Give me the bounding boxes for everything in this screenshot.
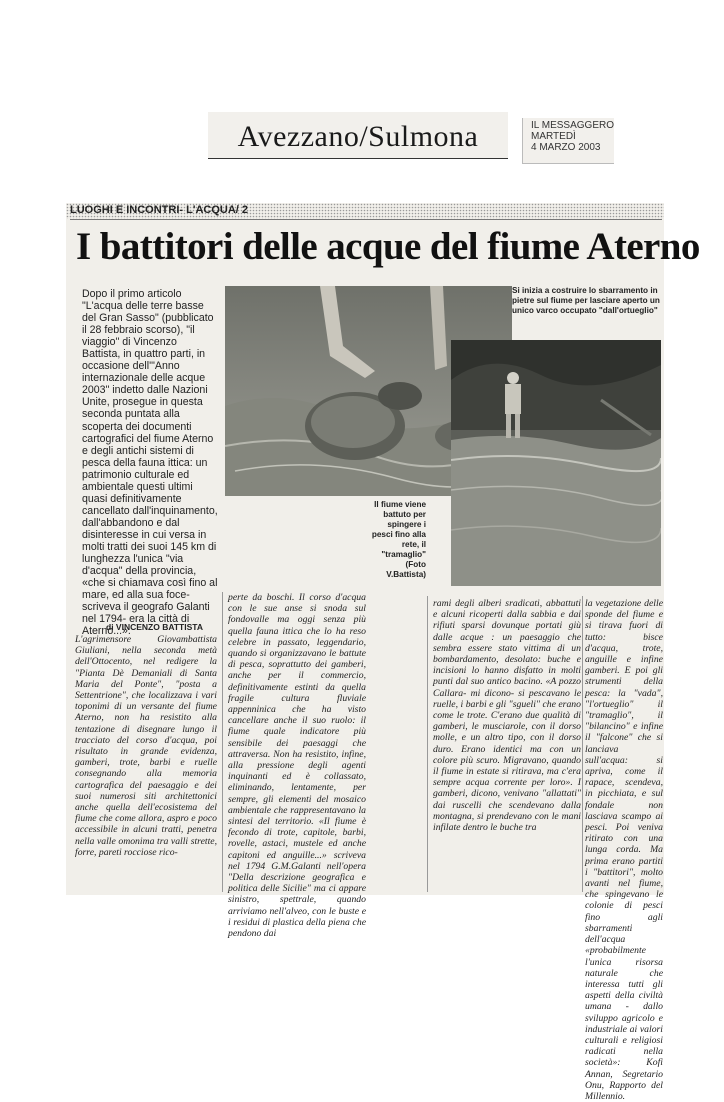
kicker: LUOGHI E INCONTRI- L'ACQUA/ 2 xyxy=(70,204,249,216)
body-column-2: perte da boschi. Il corso d'acqua con le sue anse si snoda sul fondovalle ma oggi senza più quella fauna ittica che lo ha reso celebre in passato, leggendario, quando si organizzavano le battute di pesca, soprattutto dei gamberi, anche per il commercio, definitivamente estinti da quella fragile cultura fluviale appenninica che ha visto cancellare anche il suo ruolo: il fiume quale indicatore più sensibile dei paesaggi che attraversa. Non ha resistito, infine, alla pressione degli agenti inquinanti ed è collassato, eliminando, lentamente, per sempre, gli elementi del mosaico ambientale che rappresentavano la sintesi del territorio. «Il fiume è fecondo di trote, capitole, barbi, rovelle, astaci, mustele ed anche capitoni ed anguille...» scriveva nel 1794 G.M.Galanti nell'opera "Della descrizione geografica e politica delle Sicilie" ma ci appare sinistro, spettrale, quando arriviamo nell'alveo, con le buste e i residui di plastica della piena che pendono dai xyxy=(228,592,366,940)
photo-caption-bottom: Il fiume viene battuto per spingere i pesci fino alla rete, il "tramaglio" (Foto V.Battista) xyxy=(371,500,426,579)
column-rule xyxy=(427,596,428,892)
weekday: MARTEDÌ xyxy=(531,131,576,142)
section-masthead xyxy=(208,112,508,159)
headline: I battitori delle acque del fiume Aterno xyxy=(76,225,700,268)
body-column-3: rami degli alberi sradicati, abbattuti e alcuni ricoperti dalla sabbia e dai rifiuti sparsi dovunque portati giù dalle acque : un paesaggio che sembra essere stato vittima di un bombardamento, desolato: buche e incisioni lo hanno disfatto in molti punti dal suo antico bacino. «A pozzo Callara- mi dicono- si pescavano le ruelle, i barbi e gli "sgueli" che erano come le trote. C'erano due qualità di gamberi, le musciarole, con il dorso molle, e un altro tipo, con il dorso duro. Erano identici ma con un colore più scuro. Migravano, quando il fiume in estate si ritirava, ma c'era sempre acqua corrente per loro». I gamberi, dicono, venivano "allattati" dai ruscelli che scendevano dalla montagna, si prendevano con le mani infilate dentro le buche tra xyxy=(433,598,581,834)
date: 4 MARZO 2003 xyxy=(531,142,601,153)
newspaper-name: IL MESSAGGERO xyxy=(531,120,614,131)
kicker-rule xyxy=(70,219,662,220)
body-column-4: la vegetazione delle sponde del fiume e si tirava fuori di tutto: bisce d'acqua, trote, anguille e infine gamberi. E poi gli strumenti della pesca: la "vada", "l'ortueglio" il "tramaglio", il "bilancino" e infine il "falcone" che si lanciava sull'acqua: si apriva, come il rapace, scendeva, in picchiata, e sul fondale non lasciava scampo ai pesci. Poi veniva ritirato con una lunga corda. Ma prima erano partiti i "battitori", molto avanti nel fiume, che spingevano le colonie di pesci fino agli sbarramenti dell'acqua «probabilmente l'unica risorsa naturale che interessa tutti gli aspetti della civiltà umana - dallo sviluppo agricolo e industriale ai valori culturali e religiosi radicati nella società»: Kofi Annan, Segretario Onu, Rapporto del Millennio. xyxy=(585,598,663,1102)
byline: di VINCENZO BATTISTA xyxy=(106,622,203,632)
source-label xyxy=(522,118,614,164)
photo-caption-top: Si inizia a costruire lo sbarramento in pietre sul fiume per lasciare aperto un unico varco occupato "dall'ortueglio" xyxy=(512,286,660,315)
column-rule xyxy=(582,596,583,892)
body-column-1: L'agrimensore Giovambattista Giuliani, nella seconda metà dell'Ottocento, nel redigere la "Pianta Dè Demaniali di Santa Maria del Ponte", "posta a Settentrione", che localizzava i vari toponimi di un versante del fiume Aterno, non ha resistito alla tentazione di disegnare lungo il tracciato del corso d'acqua, poi risultato in grande evidenza, gamberi, trote, barbi e ruelle consegnando alla memoria cartografica del paesaggio e dei suoi numerosi siti architettonici anche quella dell'ecosistema del fiume che come allora, aspro e poco accessibile in alcuni tratti, penetra nella valle omonima tra valli strette, forre, pareti rocciose rico- xyxy=(75,634,217,858)
photo-man-in-river xyxy=(451,340,661,586)
section-title: Avezzano/Sulmona xyxy=(237,120,479,153)
intro-paragraph: Dopo il primo articolo "L'acqua delle terre basse del Gran Sasso" (pubblicato il 28 febbraio scorso), "il viaggio" di Vincenzo Battista, in quattro parti, in occasione dell'"Anno internazionale delle acque 2003" indetto dalle Nazioni Unite, prosegue in questa seconda puntata alla scoperta dei documenti cartografici del fiume Aterno e degli antichi sistemi di pesca della fauna ittica: un patrimonio culturale ed ambientale questi ultimi quasi definitivamente cancellato dall'inquinamento, dall'abbandono e dal disinteresse in cui versa in molti tratti dei suoi 145 km di lunghezza l'unica "via d'acqua" della provincia, «che si chiamava così fino al mare, ed alla sua foce-scriveva il geografo Galanti nel 1794- era la città di Aterno...». xyxy=(82,288,218,638)
river-photo-right xyxy=(451,340,661,586)
column-rule xyxy=(222,592,223,892)
